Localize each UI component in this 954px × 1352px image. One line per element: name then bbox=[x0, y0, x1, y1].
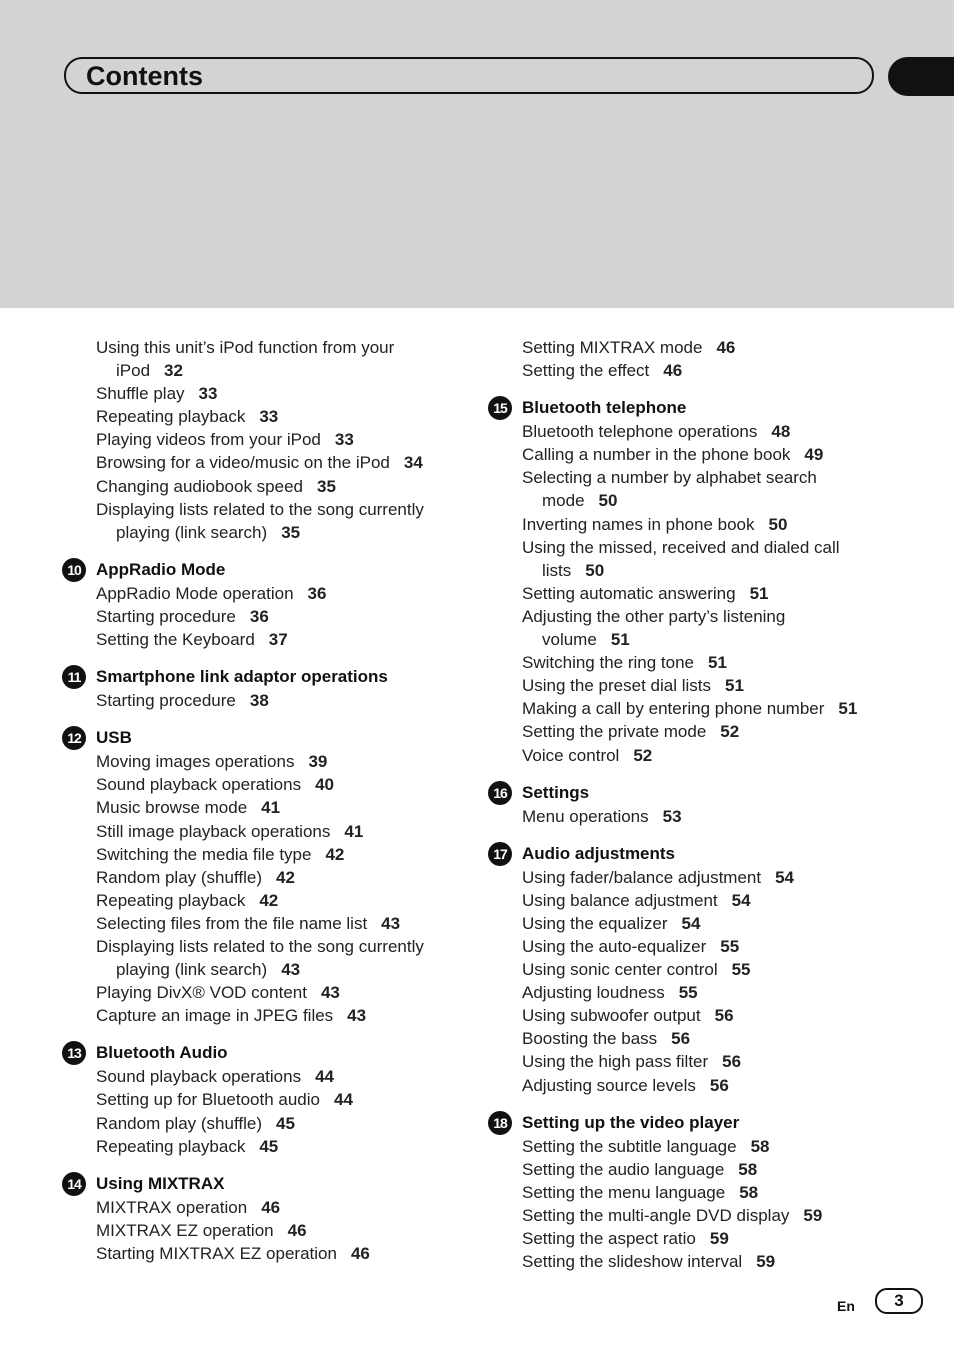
section-title: USB bbox=[96, 728, 132, 748]
toc-entry[interactable] bbox=[488, 889, 928, 912]
toc-entry[interactable] bbox=[62, 1065, 462, 1088]
toc-entry-text: Setting the aspect ratio bbox=[522, 1229, 696, 1248]
toc-entry[interactable] bbox=[488, 359, 928, 382]
toc-entry[interactable] bbox=[62, 1196, 462, 1219]
toc-entry[interactable] bbox=[62, 912, 462, 935]
toc-entry-text: Switching the media file type bbox=[96, 844, 312, 864]
chapter-number-badge: 14 bbox=[62, 1172, 86, 1196]
section-gap bbox=[62, 1158, 462, 1173]
section-heading[interactable] bbox=[488, 1112, 928, 1135]
toc-page-number: 55 bbox=[731, 960, 751, 980]
toc-entry[interactable] bbox=[62, 773, 462, 796]
toc-page-number: 44 bbox=[334, 1090, 353, 1110]
toc-page-number: 58 bbox=[738, 1159, 758, 1179]
chapter-number-badge: 13 bbox=[62, 1041, 86, 1065]
toc-entry[interactable] bbox=[62, 605, 462, 628]
section-gap bbox=[488, 767, 928, 782]
toc-entry[interactable] bbox=[488, 981, 928, 1004]
toc-entry[interactable] bbox=[488, 866, 928, 889]
toc-page-number: 48 bbox=[771, 422, 791, 442]
toc-entry[interactable] bbox=[488, 1074, 928, 1097]
toc-page-number: 53 bbox=[662, 806, 682, 826]
toc-entry-text: Repeating playback bbox=[96, 407, 246, 427]
toc-page-number: 51 bbox=[749, 583, 769, 603]
toc-page-number: 42 bbox=[276, 867, 295, 887]
section-gap bbox=[488, 828, 928, 843]
toc-entry-text: Setting the Keyboard bbox=[96, 630, 255, 650]
toc-entry[interactable] bbox=[62, 843, 462, 866]
toc-page-number: 38 bbox=[249, 691, 269, 711]
toc-page-number: 54 bbox=[681, 913, 701, 933]
toc-page-number: 59 bbox=[756, 1252, 776, 1272]
toc-entry-text: Moving images operations bbox=[96, 752, 295, 772]
toc-page-number: 32 bbox=[164, 361, 183, 381]
toc-entry[interactable] bbox=[488, 744, 928, 767]
toc-entry-text: playing (link search) 35 bbox=[116, 522, 301, 542]
toc-entry-text: Displaying lists related to the song currently bbox=[96, 499, 424, 519]
toc-entry-text: Starting procedure bbox=[96, 606, 236, 626]
section-heading[interactable] bbox=[62, 727, 462, 750]
toc-page-number: 43 bbox=[281, 960, 301, 980]
section-title: Using MIXTRAX bbox=[96, 1173, 225, 1193]
toc-entry-text: Making a call by entering phone number bbox=[522, 699, 825, 719]
toc-entry[interactable] bbox=[62, 628, 462, 651]
toc-entry-text: Setting the private mode bbox=[522, 722, 707, 742]
section-gap bbox=[488, 382, 928, 397]
toc-page-number: 33 bbox=[334, 430, 354, 450]
chapter-number-badge: 17 bbox=[488, 842, 512, 866]
toc-page-number: 43 bbox=[320, 983, 340, 1003]
toc-entry-text: Switching the ring tone bbox=[522, 653, 694, 673]
toc-entry-text: Displaying lists related to the song currently bbox=[96, 936, 424, 956]
toc-entry-text: playing (link search) 43 bbox=[116, 960, 301, 980]
toc-page-number: 51 bbox=[610, 630, 630, 650]
toc-entry-text: MIXTRAX EZ operation bbox=[96, 1220, 274, 1240]
toc-entry-text: Random play (shuffle) bbox=[96, 1113, 262, 1133]
toc-entry-text: Setting MIXTRAX mode bbox=[522, 338, 703, 357]
toc-page-number: 41 bbox=[261, 798, 281, 818]
toc-page-number: 50 bbox=[598, 491, 618, 511]
toc-entry[interactable] bbox=[62, 889, 462, 912]
toc-entry[interactable] bbox=[62, 428, 462, 451]
section-gap bbox=[62, 544, 462, 559]
toc-page-number: 55 bbox=[720, 936, 740, 956]
toc-entry[interactable] bbox=[488, 697, 928, 720]
toc-entry-text: Menu operations bbox=[522, 806, 649, 826]
toc-entry-text: Calling a number in the phone book bbox=[522, 445, 791, 465]
toc-entry-text: Music browse mode bbox=[96, 798, 248, 818]
toc-page-number: 59 bbox=[709, 1229, 729, 1248]
toc-page-number: 40 bbox=[315, 775, 335, 795]
chapter-number-badge: 12 bbox=[62, 726, 86, 750]
toc-page-number: 46 bbox=[287, 1220, 307, 1240]
toc-entry-text: Using balance adjustment bbox=[522, 890, 718, 910]
toc-entry-text: Starting procedure bbox=[96, 691, 236, 711]
toc-right-column bbox=[488, 336, 928, 1273]
section-title: Settings bbox=[522, 782, 590, 802]
toc-entry[interactable] bbox=[488, 958, 928, 981]
toc-page-number: 35 bbox=[281, 522, 301, 542]
toc-section bbox=[488, 843, 928, 1097]
toc-page-number: 56 bbox=[714, 1006, 734, 1026]
toc-entry-text: Adjusting the other party’s listening bbox=[522, 606, 786, 626]
toc-entry[interactable] bbox=[488, 513, 928, 536]
toc-entry[interactable] bbox=[62, 498, 462, 544]
toc-entry[interactable] bbox=[488, 466, 928, 512]
toc-entry-text: Setting the slideshow interval bbox=[522, 1252, 743, 1272]
section-gap bbox=[62, 712, 462, 727]
toc-section bbox=[62, 1042, 462, 1157]
toc-entry-text: Setting automatic answering bbox=[522, 583, 736, 603]
toc-page-number: 52 bbox=[720, 722, 740, 742]
toc-page-number: 54 bbox=[731, 890, 751, 910]
toc-entry-text: Using the auto-equalizer bbox=[522, 936, 707, 956]
toc-entry-text: Browsing for a video/music on the iPod bbox=[96, 453, 390, 473]
toc-entry-text: Setting the subtitle language bbox=[522, 1136, 737, 1156]
toc-entry[interactable] bbox=[62, 981, 462, 1004]
toc-entry-text: lists 50 bbox=[542, 560, 605, 580]
toc-entry-text: Changing audiobook speed bbox=[96, 476, 304, 496]
toc-entry-text: Using the preset dial lists bbox=[522, 676, 711, 696]
toc-entry[interactable] bbox=[488, 1250, 928, 1273]
toc-entry[interactable] bbox=[488, 1227, 928, 1250]
toc-entry[interactable] bbox=[62, 1242, 462, 1265]
chapter-number-badge: 18 bbox=[488, 1111, 512, 1135]
toc-page-number: 43 bbox=[381, 913, 401, 933]
toc-entry-text: Setting the menu language bbox=[522, 1182, 726, 1202]
toc-entry-text: Setting the audio language bbox=[522, 1159, 725, 1179]
toc-entry[interactable] bbox=[488, 582, 928, 605]
toc-entry-text: Using the equalizer bbox=[522, 913, 668, 933]
toc-entry[interactable] bbox=[62, 582, 462, 605]
section-title: Bluetooth Audio bbox=[96, 1043, 228, 1063]
section-title: Audio adjustments bbox=[522, 843, 676, 863]
toc-page-number: 52 bbox=[633, 745, 653, 765]
toc-section bbox=[488, 782, 928, 828]
toc-page-number: 43 bbox=[347, 1006, 367, 1026]
toc-entry-text: Using subwoofer output bbox=[522, 1006, 701, 1026]
toc-page-number: 45 bbox=[259, 1136, 279, 1156]
toc-entry[interactable] bbox=[62, 820, 462, 843]
toc-entry[interactable] bbox=[488, 651, 928, 674]
toc-entry-text: Using the missed, received and dialed call bbox=[522, 537, 840, 557]
toc-entry[interactable] bbox=[62, 405, 462, 428]
toc-entry-text: Voice control bbox=[522, 745, 620, 765]
toc-entry-text: Still image playback operations bbox=[96, 821, 331, 841]
toc-page-number: 42 bbox=[259, 890, 279, 910]
section-title: Smartphone link adaptor operations bbox=[96, 667, 388, 687]
toc-entry[interactable] bbox=[62, 1004, 462, 1027]
toc-entry[interactable] bbox=[488, 720, 928, 743]
toc-page-number: 51 bbox=[724, 676, 744, 696]
toc-entry-text: Using sonic center control bbox=[522, 960, 718, 980]
toc-entry[interactable] bbox=[488, 536, 928, 582]
toc-entry[interactable] bbox=[62, 935, 462, 981]
section-heading[interactable] bbox=[488, 843, 928, 866]
toc-section bbox=[62, 559, 462, 651]
toc-page-number: 34 bbox=[403, 453, 423, 473]
toc-page-number: 50 bbox=[585, 560, 605, 580]
toc-section bbox=[62, 666, 462, 712]
toc-entry[interactable] bbox=[488, 1204, 928, 1227]
toc-page-number: 36 bbox=[249, 606, 269, 626]
toc-entry[interactable] bbox=[488, 605, 928, 651]
language-label: En bbox=[837, 1298, 855, 1314]
toc-entry-text: Setting up for Bluetooth audio bbox=[96, 1090, 320, 1110]
toc-entry[interactable] bbox=[488, 1135, 928, 1158]
toc-entry-text: Using the high pass filter bbox=[522, 1052, 709, 1072]
toc-page-number: 45 bbox=[276, 1113, 295, 1133]
toc-entry[interactable] bbox=[488, 935, 928, 958]
toc-entry-text: Playing DivX® VOD content bbox=[96, 983, 307, 1003]
toc-entry-text: Shuffle play bbox=[96, 384, 185, 404]
toc-entry-text: Boosting the bass bbox=[522, 1029, 658, 1049]
toc-entry-text: Setting the multi-angle DVD display bbox=[522, 1205, 790, 1225]
toc-page-number: 39 bbox=[308, 752, 328, 772]
toc-entry[interactable] bbox=[488, 1158, 928, 1181]
toc-entry-text: Bluetooth telephone operations bbox=[522, 422, 758, 442]
toc-page-number: 46 bbox=[663, 361, 683, 381]
toc-entry-text: Adjusting source levels bbox=[522, 1075, 696, 1095]
toc-entry[interactable] bbox=[62, 1135, 462, 1158]
toc-entry[interactable] bbox=[488, 1004, 928, 1027]
chapter-number-badge: 10 bbox=[62, 558, 86, 582]
toc-entry-text: Selecting a number by alphabet search bbox=[522, 468, 817, 488]
toc-page-number: 46 bbox=[261, 1197, 281, 1217]
section-gap bbox=[62, 1027, 462, 1042]
toc-entry-text: Using fader/balance adjustment bbox=[522, 867, 762, 887]
toc-entry[interactable] bbox=[62, 451, 462, 474]
section-heading[interactable] bbox=[488, 782, 928, 805]
section-gap bbox=[488, 1097, 928, 1112]
toc-entry[interactable] bbox=[488, 443, 928, 466]
page-title: Contents bbox=[86, 61, 203, 91]
chapter-number-badge: 16 bbox=[488, 781, 512, 805]
toc-page-number: 50 bbox=[768, 514, 788, 534]
toc-entry[interactable] bbox=[488, 420, 928, 443]
header-band bbox=[0, 0, 954, 308]
toc-entry-text: AppRadio Mode operation bbox=[96, 583, 294, 603]
toc-entry[interactable] bbox=[62, 689, 462, 712]
section-heading[interactable] bbox=[62, 1173, 462, 1196]
toc-entry[interactable] bbox=[62, 796, 462, 819]
toc-page-number: 35 bbox=[317, 476, 336, 496]
section-heading[interactable] bbox=[62, 559, 462, 582]
toc-entry[interactable] bbox=[62, 1219, 462, 1242]
toc-entry[interactable] bbox=[62, 382, 462, 405]
section-tab-marker bbox=[888, 57, 954, 96]
section-heading[interactable] bbox=[62, 666, 462, 689]
toc-page-number: 54 bbox=[775, 867, 795, 887]
toc-page-number: 55 bbox=[678, 983, 698, 1003]
toc-entry-text: mode 50 bbox=[542, 491, 618, 511]
title-frame bbox=[64, 57, 874, 94]
toc-entry[interactable] bbox=[62, 336, 462, 382]
toc-entry-text: MIXTRAX operation bbox=[96, 1197, 248, 1217]
toc-entry-text: Capture an image in JPEG files bbox=[96, 1006, 334, 1026]
toc-page-number: 58 bbox=[750, 1136, 770, 1156]
toc-page-number: 41 bbox=[344, 821, 364, 841]
section-gap bbox=[62, 651, 462, 666]
toc-entry-text: Starting MIXTRAX EZ operation bbox=[96, 1243, 337, 1263]
toc-entry[interactable] bbox=[488, 912, 928, 935]
toc-entry-text: Random play (shuffle) bbox=[96, 867, 262, 887]
toc-section bbox=[488, 397, 928, 766]
section-title: AppRadio Mode bbox=[96, 559, 226, 579]
toc-section bbox=[62, 727, 462, 1027]
toc-entry[interactable] bbox=[62, 1112, 462, 1135]
toc-entry[interactable] bbox=[62, 475, 462, 498]
toc-entry[interactable] bbox=[488, 674, 928, 697]
page-number: 3 bbox=[875, 1288, 923, 1314]
toc-page-number: 58 bbox=[739, 1182, 759, 1202]
toc-entry-text: Adjusting loudness bbox=[522, 983, 665, 1003]
toc-page-number: 46 bbox=[716, 338, 736, 357]
toc-entry-text: Sound playback operations bbox=[96, 775, 302, 795]
toc-entry-text: Using this unit’s iPod function from your bbox=[96, 338, 395, 357]
section-title: Setting up the video player bbox=[522, 1112, 740, 1132]
toc-entry-text: Repeating playback bbox=[96, 890, 246, 910]
toc-page-number: 33 bbox=[259, 407, 279, 427]
toc-section bbox=[488, 1112, 928, 1274]
toc-entry[interactable] bbox=[488, 805, 928, 828]
toc-page-number: 36 bbox=[307, 583, 327, 603]
toc-entry[interactable] bbox=[488, 1027, 928, 1050]
toc-entry-text: Inverting names in phone book bbox=[522, 514, 755, 534]
toc-entry-text: Playing videos from your iPod bbox=[96, 430, 321, 450]
toc-page-number: 51 bbox=[708, 653, 727, 673]
toc-entry-text: volume 51 bbox=[542, 630, 630, 650]
toc-entry[interactable] bbox=[488, 1181, 928, 1204]
toc-entry[interactable] bbox=[62, 750, 462, 773]
toc-page-number: 56 bbox=[722, 1052, 742, 1072]
toc-page-number: 56 bbox=[709, 1075, 729, 1095]
chapter-number-badge: 11 bbox=[62, 665, 86, 689]
toc-page-number: 46 bbox=[350, 1243, 370, 1263]
toc-entry-text: Repeating playback bbox=[96, 1136, 246, 1156]
chapter-number-badge: 15 bbox=[488, 396, 512, 420]
toc-page-number: 51 bbox=[838, 699, 858, 719]
toc-entry-text: Setting the effect bbox=[522, 361, 650, 381]
toc-page-number: 56 bbox=[671, 1029, 691, 1049]
toc-entry[interactable] bbox=[488, 336, 928, 359]
toc-entry-text: Sound playback operations bbox=[96, 1067, 302, 1087]
toc-page-number: 59 bbox=[803, 1205, 823, 1225]
toc-entry-text: iPod 32 bbox=[116, 361, 183, 381]
toc-page-number: 49 bbox=[804, 445, 824, 465]
toc-page-number: 42 bbox=[325, 844, 345, 864]
section-title: Bluetooth telephone bbox=[522, 398, 687, 418]
toc-page-number: 33 bbox=[198, 384, 218, 404]
section-heading[interactable] bbox=[62, 1042, 462, 1065]
toc-page-number: 37 bbox=[268, 630, 288, 650]
toc-section bbox=[62, 1173, 462, 1265]
toc-entry[interactable] bbox=[488, 1050, 928, 1073]
toc-page-number: 44 bbox=[315, 1067, 335, 1087]
toc-entry-text: Selecting files from the file name list bbox=[96, 913, 368, 933]
section-heading[interactable] bbox=[488, 397, 928, 420]
toc-entry[interactable] bbox=[62, 866, 462, 889]
toc-entry[interactable] bbox=[62, 1088, 462, 1111]
toc-left-column bbox=[62, 336, 462, 1265]
